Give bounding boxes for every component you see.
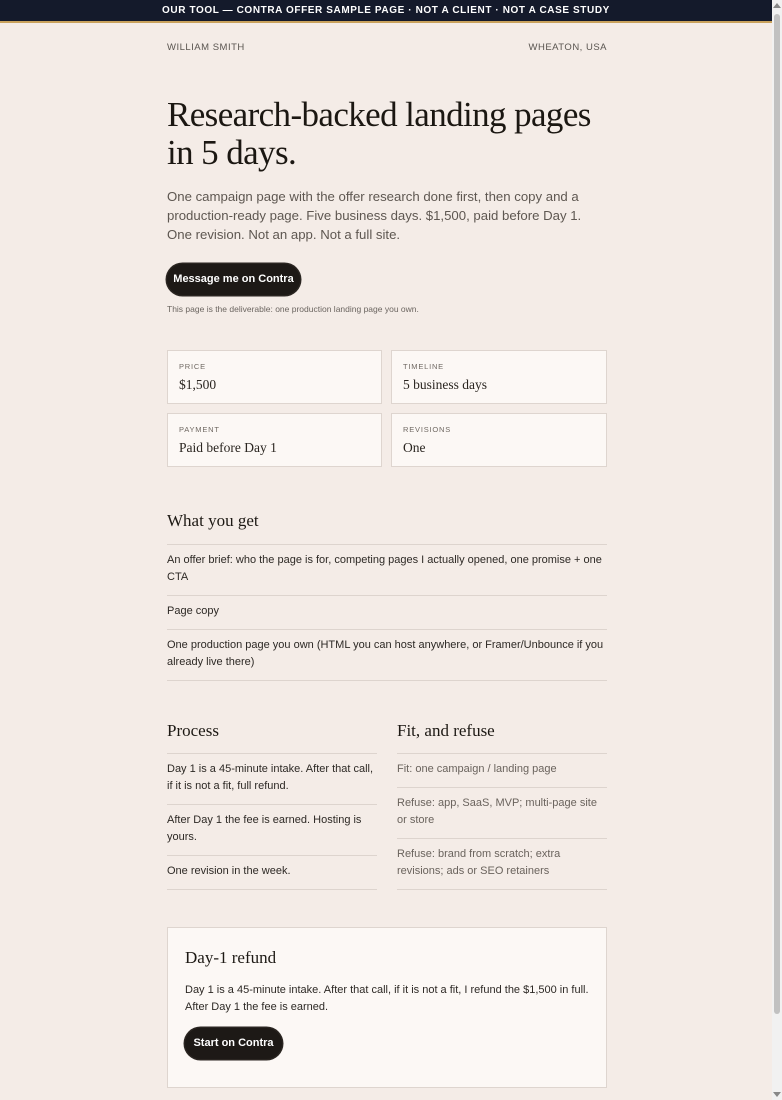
fact-card-price xyxy=(167,350,382,404)
fact-card-revisions xyxy=(391,413,607,467)
scroll-up-arrow-icon[interactable] xyxy=(773,3,781,8)
fit-list xyxy=(397,753,607,890)
list-item: An offer brief: who the page is for, competing pages I actually opened, one promise + one CTA xyxy=(167,544,607,595)
what-you-get-heading: What you get xyxy=(167,511,259,530)
message-on-contra-button[interactable]: Message me on Contra xyxy=(167,264,300,295)
list-item: Refuse: brand from scratch; extra revisions; ads or SEO retainers xyxy=(397,838,607,890)
list-item: One revision in the week. xyxy=(167,855,377,890)
list-item: After Day 1 the fee is earned. Hosting is yours. xyxy=(167,804,377,855)
page-header xyxy=(167,42,607,56)
fit-heading: Fit, and refuse xyxy=(397,721,495,740)
fact-value: $1,500 xyxy=(179,377,217,392)
scrollbar-thumb[interactable] xyxy=(774,14,780,1014)
list-item: Day 1 is a 45-minute intake. After that call, if it is not a fit, full refund. xyxy=(167,753,377,804)
fact-label: PRICE xyxy=(179,362,206,371)
fact-value: Paid before Day 1 xyxy=(179,440,277,455)
author-name: WILLIAM SMITH xyxy=(167,42,245,53)
fact-card-payment xyxy=(167,413,382,467)
refund-text: Day 1 is a 45-minute intake. After that call, if it is not a fit, I refund the $1,500 in full. After Day 1 the fee is earned. xyxy=(185,984,589,1013)
fact-card-timeline xyxy=(391,350,607,404)
fact-value: One xyxy=(403,440,426,455)
fact-label: TIMELINE xyxy=(403,362,444,371)
refund-card xyxy=(167,927,607,1088)
list-item: Fit: one campaign / landing page xyxy=(397,753,607,787)
fact-label: REVISIONS xyxy=(403,425,452,434)
list-item: Page copy xyxy=(167,595,607,629)
process-heading: Process xyxy=(167,721,219,740)
start-on-contra-button[interactable]: Start on Contra xyxy=(185,1028,282,1059)
deliverable-note: This page is the deliverable: one production landing page you own. xyxy=(167,304,419,314)
page-title: Research-backed landing pages in 5 days. xyxy=(167,95,591,172)
list-item: One production page you own (HTML you can host anywhere, or Framer/Unbounce if you already live there) xyxy=(167,629,607,681)
fact-value: 5 business days xyxy=(403,377,487,392)
hero-lead: One campaign page with the offer research done first, then copy and a production-ready page. Five business days. $1,500, paid before Day 1. One revision. Not an app. Not a full site. xyxy=(167,189,582,242)
list-item: Refuse: app, SaaS, MVP; multi-page site or store xyxy=(397,787,607,838)
author-location: WHEATON, USA xyxy=(528,42,607,53)
fact-label: PAYMENT xyxy=(179,425,220,434)
refund-heading: Day-1 refund xyxy=(185,948,277,967)
page-scrollbar[interactable] xyxy=(772,0,782,1100)
scroll-down-arrow-icon[interactable] xyxy=(773,1092,781,1097)
process-list xyxy=(167,753,377,890)
sample-banner: OUR TOOL — CONTRA OFFER SAMPLE PAGE · NOT A CLIENT · NOT A CASE STUDY xyxy=(0,0,772,23)
deliverables-list xyxy=(167,544,607,681)
